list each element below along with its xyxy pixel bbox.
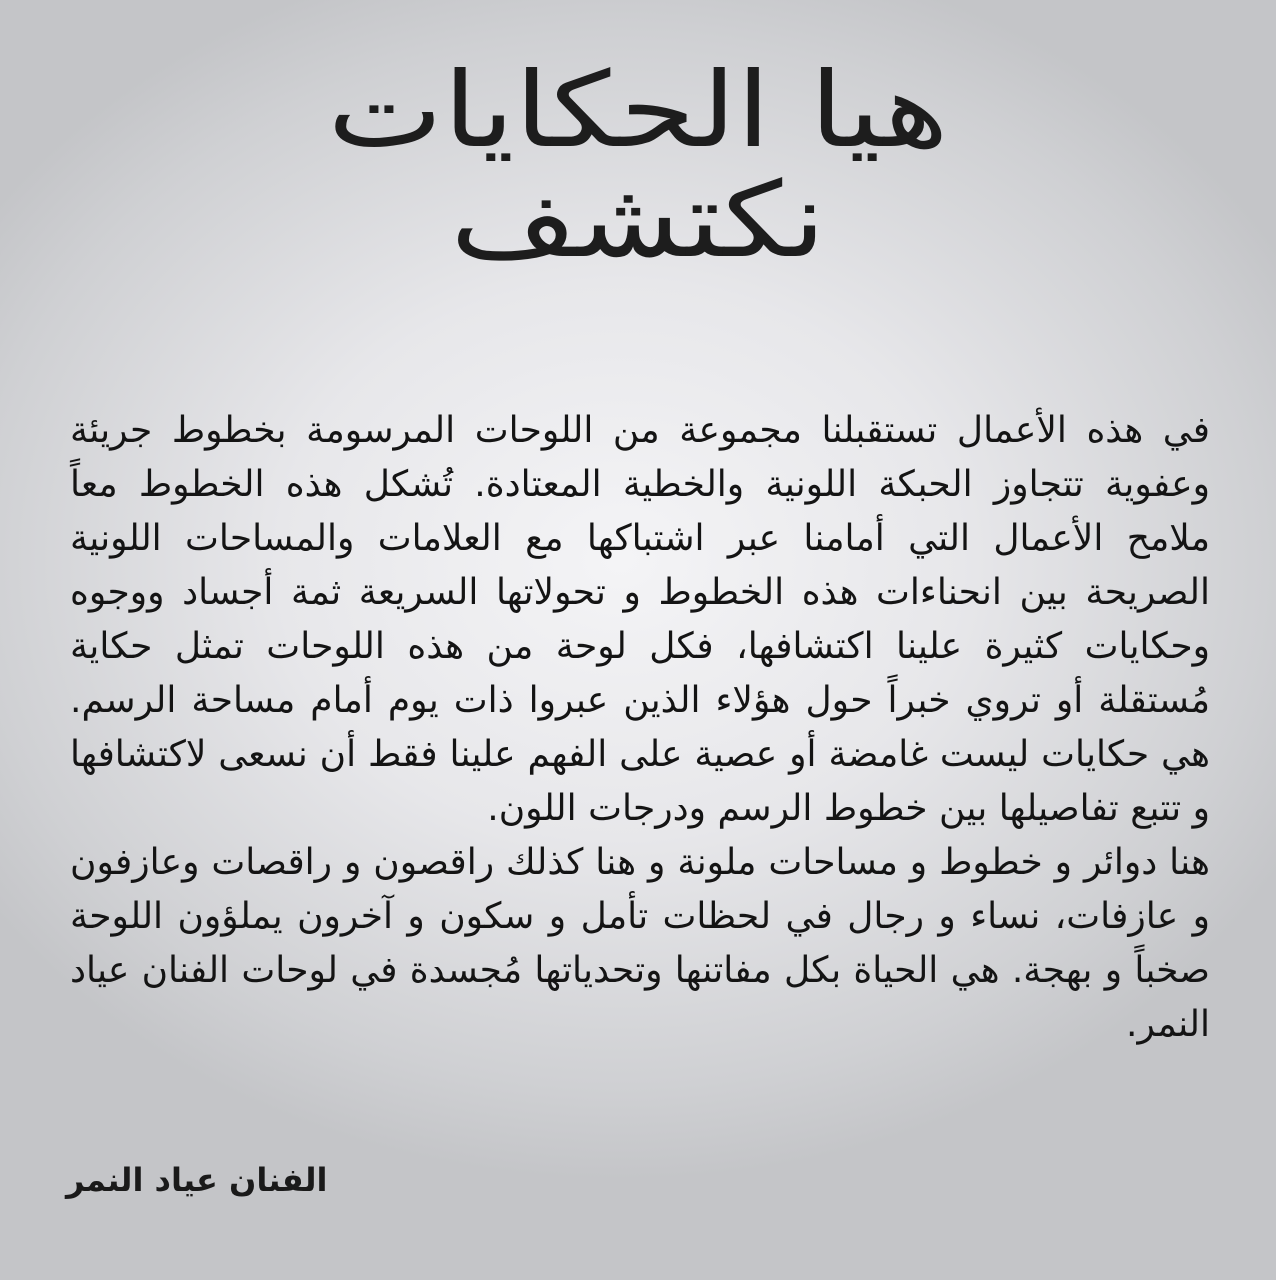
statement-paragraph-1: في هذه الأعمال تستقبلنا مجموعة من اللوحات المرسومة بخطوط جريئة وعفوية تتجاوز الحبكة اللونية والخطية المعتادة. تُشكل هذه الخطوط معاً ملامح الأعمال التي أمامنا عبر اشتباكها مع العلامات والمساحات اللونية الصريحة بين انحناءات هذه الخطوط و تحولاتها السريعة ثمة أجساد ووجوه وحكايات كثيرة علينا اكتشافها، فكل لوحة من هذه اللوحات تمثل حكاية مُستقلة أو تروي خبراً حول هؤلاء الذين عبروا ذات يوم أمام مساحة الرسم. هي حكايات ليست غامضة أو عصية على الفهم علينا فقط أن نسعى لاكتشافها و تتبع تفاصيلها بين خطوط الرسم ودرجات اللون. (70, 410, 1210, 829)
title-line-2: نكتشف (450, 159, 826, 281)
exhibition-title (300, 49, 976, 302)
artist-signature (66, 1156, 366, 1204)
exhibition-statement (70, 404, 1210, 1052)
statement-paragraph-2: هنا دوائر و خطوط و مساحات ملونة و هنا كذلك راقصون و راقصات وعازفون و عازفات، نساء و رجال في لحظات تأمل و سكون و آخرون يملؤون اللوحة صخباً و بهجة. هي الحياة بكل مفاتنها وتحدياتها مُجسدة في لوحات الفنان عياد النمر. (70, 842, 1210, 1045)
artist-name: الفنان عياد النمر (66, 1161, 328, 1199)
title-line-1: هيا الحكايات (327, 49, 949, 171)
